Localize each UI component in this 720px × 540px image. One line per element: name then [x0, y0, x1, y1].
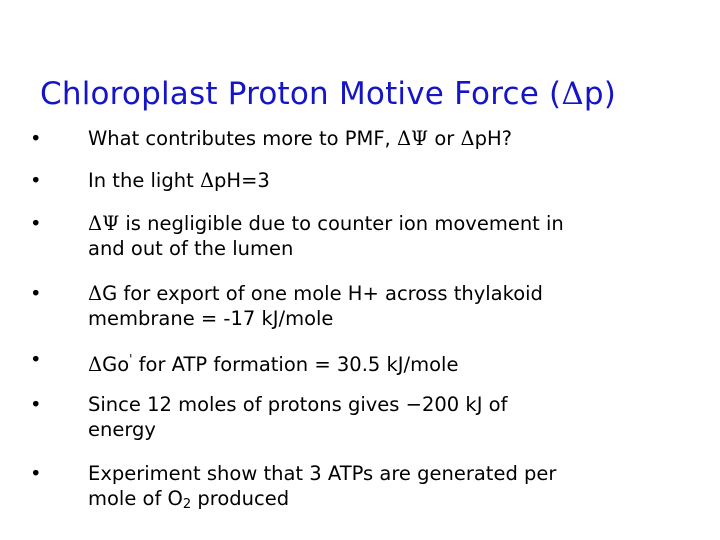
- bullet-line: [88, 486, 688, 517]
- bullet-text-part: pH=3: [214, 169, 270, 192]
- title-tail-text: p): [583, 76, 617, 112]
- subscript: 2: [182, 497, 192, 512]
- bullet-text-part: G for export of one mole H+ across thylakoid: [102, 282, 543, 305]
- delta-psi-symbol: ΔΨ: [396, 127, 429, 150]
- bullet-line: [88, 211, 688, 236]
- bullet-text-part: is negligible due to counter ion movement in: [119, 212, 564, 235]
- bullet-dot: •: [30, 212, 42, 235]
- bullet-line: [88, 281, 688, 306]
- delta-psi-symbol: ΔΨ: [88, 212, 120, 235]
- bullet-dot: •: [30, 348, 42, 371]
- degree-symbol: o: [117, 353, 130, 376]
- bullet-text-part: or: [428, 127, 461, 150]
- bullet-text-part: for ATP formation = 30.5 kJ/mole: [132, 353, 459, 376]
- bullet-line: Since 12 moles of protons gives −200 kJ of: [88, 393, 508, 416]
- bullet-text-part: mole of O: [88, 487, 183, 510]
- bullet-text-part: In the light: [88, 169, 200, 192]
- bullet-dot: •: [30, 169, 42, 192]
- title-delta-symbol: Δ: [561, 76, 584, 112]
- delta-symbol: Δ: [199, 169, 215, 192]
- bullet-text: [88, 168, 688, 193]
- bullet-dot: •: [30, 393, 42, 416]
- bullet-text: [88, 211, 688, 261]
- bullet-line: membrane = -17 kJ/mole: [88, 307, 334, 330]
- bullet-text: [88, 461, 688, 517]
- title-main-text: Chloroplast Proton Motive Force (: [40, 76, 562, 112]
- slide-title: [40, 74, 720, 114]
- bullet-text-part: G: [102, 353, 118, 376]
- bullet-text-part: pH?: [474, 127, 512, 150]
- bullet-line: and out of the lumen: [88, 237, 294, 260]
- bullet-text: [88, 347, 688, 377]
- bullet-text: [88, 126, 688, 151]
- bullet-text-part: produced: [191, 487, 290, 510]
- delta-symbol: Δ: [460, 127, 475, 150]
- bullet-text: [88, 392, 688, 442]
- bullet-text-part: What contributes more to PMF,: [88, 127, 397, 150]
- bullet-dot: •: [30, 282, 42, 305]
- bullet-dot: •: [30, 462, 42, 485]
- bullet-line: Experiment show that 3 ATPs are generated per: [88, 462, 557, 485]
- prime-symbol: ': [129, 352, 133, 366]
- bullet-line: energy: [88, 418, 156, 441]
- bullet-text: [88, 281, 688, 331]
- bullet-dot: •: [30, 127, 42, 150]
- delta-symbol: Δ: [88, 353, 103, 376]
- delta-symbol: Δ: [88, 282, 103, 305]
